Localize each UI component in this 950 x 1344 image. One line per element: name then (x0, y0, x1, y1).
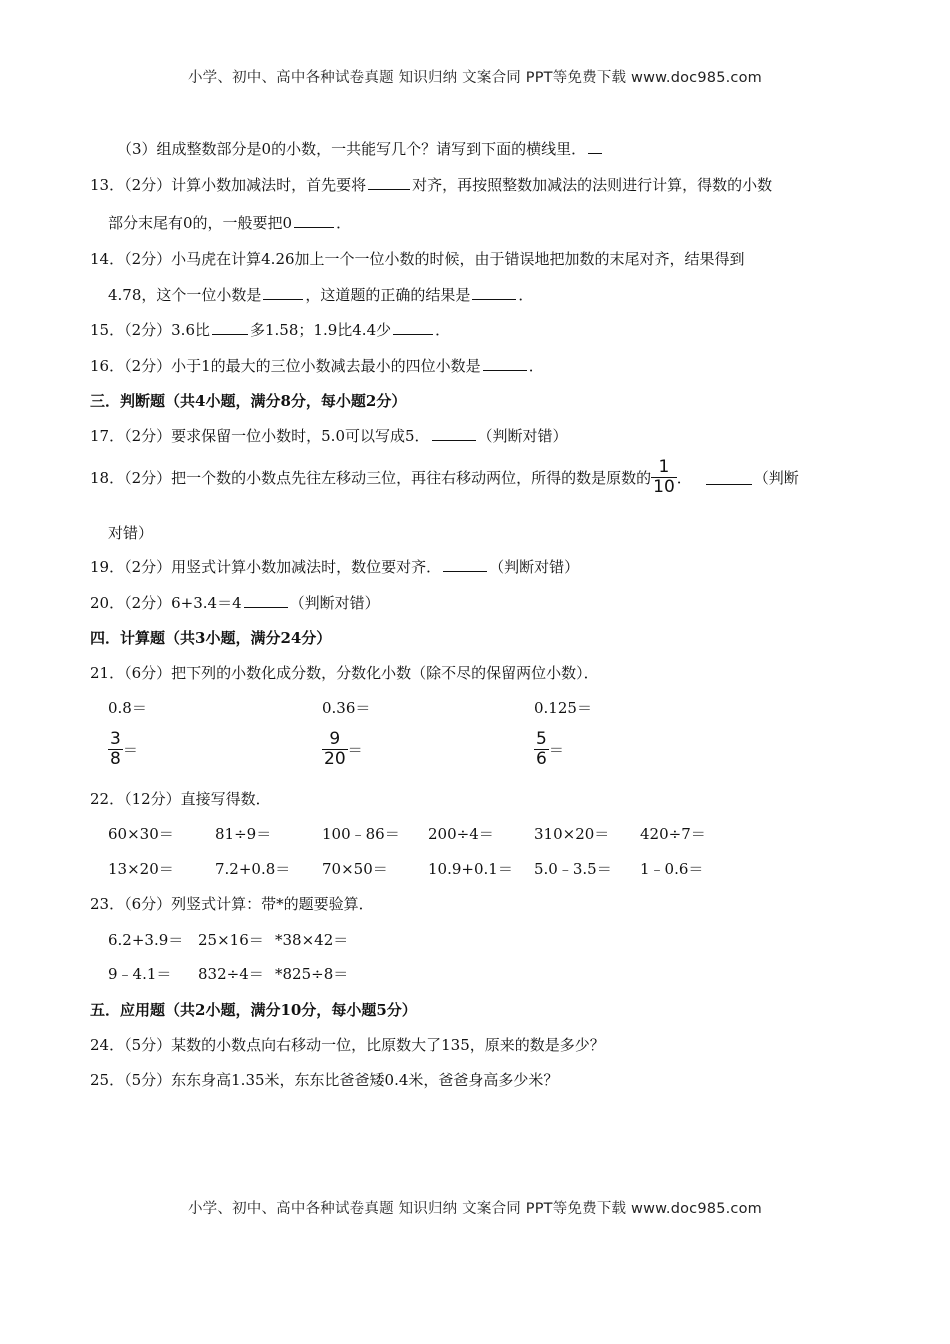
mental-math-item: 420÷7＝ (640, 825, 706, 843)
fraction-3-8: $\frac{3}{8}$ (110, 729, 121, 769)
answer-blank[interactable] (294, 214, 334, 228)
answer-blank[interactable] (706, 471, 752, 485)
mental-math-item: 310×20＝ (534, 825, 610, 843)
answer-blank[interactable] (483, 357, 527, 371)
answer-blank[interactable] (263, 286, 303, 300)
mental-math-item: 200÷4＝ (428, 825, 494, 843)
question-19: 19．（2分）用竖式计算小数加减法时，数位要对齐． （判断对错） (90, 558, 580, 576)
question-16: 16．（2分）小于1的最大的三位小数减去最小的四位小数是 ． (90, 357, 544, 375)
answer-blank[interactable] (472, 286, 516, 300)
question-21: 21．（6分）把下列的小数化成分数，分数化小数（除不尽的保留两位小数）． (90, 664, 599, 682)
mental-math-item: 100﹣86＝ (322, 825, 400, 843)
vertical-calc-item: 832÷4＝ (198, 965, 264, 983)
page-footer: 小学、初中、高中各种试卷真题 知识归纳 文案合同 PPT等免费下载 www.doc985.com (187, 1201, 763, 1217)
fraction-5-6: $\frac{5}{6}$ (536, 729, 547, 769)
fraction-item: $\frac{9}{20}$ ＝ (324, 729, 363, 769)
question-25: 25．（5分）东东身高1.35米，东东比爸爸矮0.4米，爸爸身高多少米？ (90, 1071, 559, 1089)
decimal-item: 0.125＝ (534, 699, 592, 717)
section-title-application: 五．应用题（共2小题，满分10分，每小题5分） (90, 1001, 417, 1019)
mental-math-item: 81÷9＝ (215, 825, 272, 843)
answer-blank[interactable] (244, 594, 288, 608)
mental-math-item: 60×30＝ (108, 825, 174, 843)
question-12-part-3: （3）组成整数部分是0的小数，一共能写几个？请写到下面的横线里． (117, 138, 604, 159)
question-14-cont: 4.78，这个一位小数是 ，这道题的正确的结果是 ． (108, 286, 534, 304)
question-14: 14．（2分）小马虎在计算4.26加上一个一位小数的时候，由于错误地把加数的末尾对齐，结果得到 (90, 250, 745, 268)
vertical-calc-item: *38×42＝ (275, 931, 349, 949)
page-header: 小学、初中、高中各种试卷真题 知识归纳 文案合同 PPT等免费下载 www.doc985.com (187, 70, 763, 86)
question-18: 18．（2分）把一个数的小数点先往左移动三位，再往右移动两位，所得的数是原数的 $\frac{1}{10}$ ． （判断 (90, 457, 799, 497)
vertical-calc-item: 6.2+3.9＝ (108, 931, 184, 949)
question-17: 17．（2分）要求保留一位小数时，5.0可以写成5． （判断对错） (90, 427, 568, 445)
question-15: 15．（2分）3.6比 多1.58；1.9比4.4少 ． (90, 321, 451, 339)
question-22: 22．（12分）直接写得数． (90, 790, 271, 808)
fraction-item: $\frac{5}{6}$ ＝ (536, 729, 564, 769)
decimal-item: 0.8＝ (108, 699, 147, 717)
question-20: 20．（2分）6+3.4＝4 （判断对错） (90, 594, 380, 612)
vertical-calc-item: *825÷8＝ (275, 965, 349, 983)
fraction-9-20: $\frac{9}{20}$ (324, 729, 346, 769)
decimal-item: 0.36＝ (322, 699, 371, 717)
question-18-cont: 对错） (108, 524, 154, 542)
section-title-calculation: 四．计算题（共3小题，满分24分） (90, 629, 332, 647)
mental-math-item: 1﹣0.6＝ (640, 860, 704, 878)
mental-math-item: 7.2+0.8＝ (215, 860, 291, 878)
mental-math-item: 70×50＝ (322, 860, 388, 878)
vertical-calc-item: 25×16＝ (198, 931, 264, 949)
question-23: 23．（6分）列竖式计算：带*的题要验算． (90, 895, 374, 913)
answer-blank[interactable] (393, 321, 433, 335)
answer-blank[interactable] (443, 558, 487, 572)
question-24: 24．（5分）某数的小数点向右移动一位，比原数大了135，原来的数是多少？ (90, 1036, 605, 1054)
mental-math-item: 13×20＝ (108, 860, 174, 878)
question-13-cont: 部分末尾有0的，一般要把0 ． (108, 214, 352, 232)
vertical-calc-item: 9﹣4.1＝ (108, 965, 172, 983)
answer-blank[interactable] (212, 321, 248, 335)
fraction-one-tenth: $\frac{1}{10}$ (653, 457, 675, 497)
answer-blank[interactable] (368, 176, 410, 190)
mental-math-item: 10.9+0.1＝ (428, 860, 513, 878)
answer-blank[interactable] (588, 140, 602, 154)
answer-blank[interactable] (432, 427, 476, 441)
fraction-item: $\frac{3}{8}$ ＝ (110, 729, 138, 769)
mental-math-item: 5.0﹣3.5＝ (534, 860, 612, 878)
section-title-judgement: 三．判断题（共4小题，满分8分，每小题2分） (90, 392, 407, 410)
question-13: 13．（2分）计算小数加减法时，首先要将 对齐，再按照整数加减法的法则进行计算，得数的小数 (90, 176, 773, 194)
